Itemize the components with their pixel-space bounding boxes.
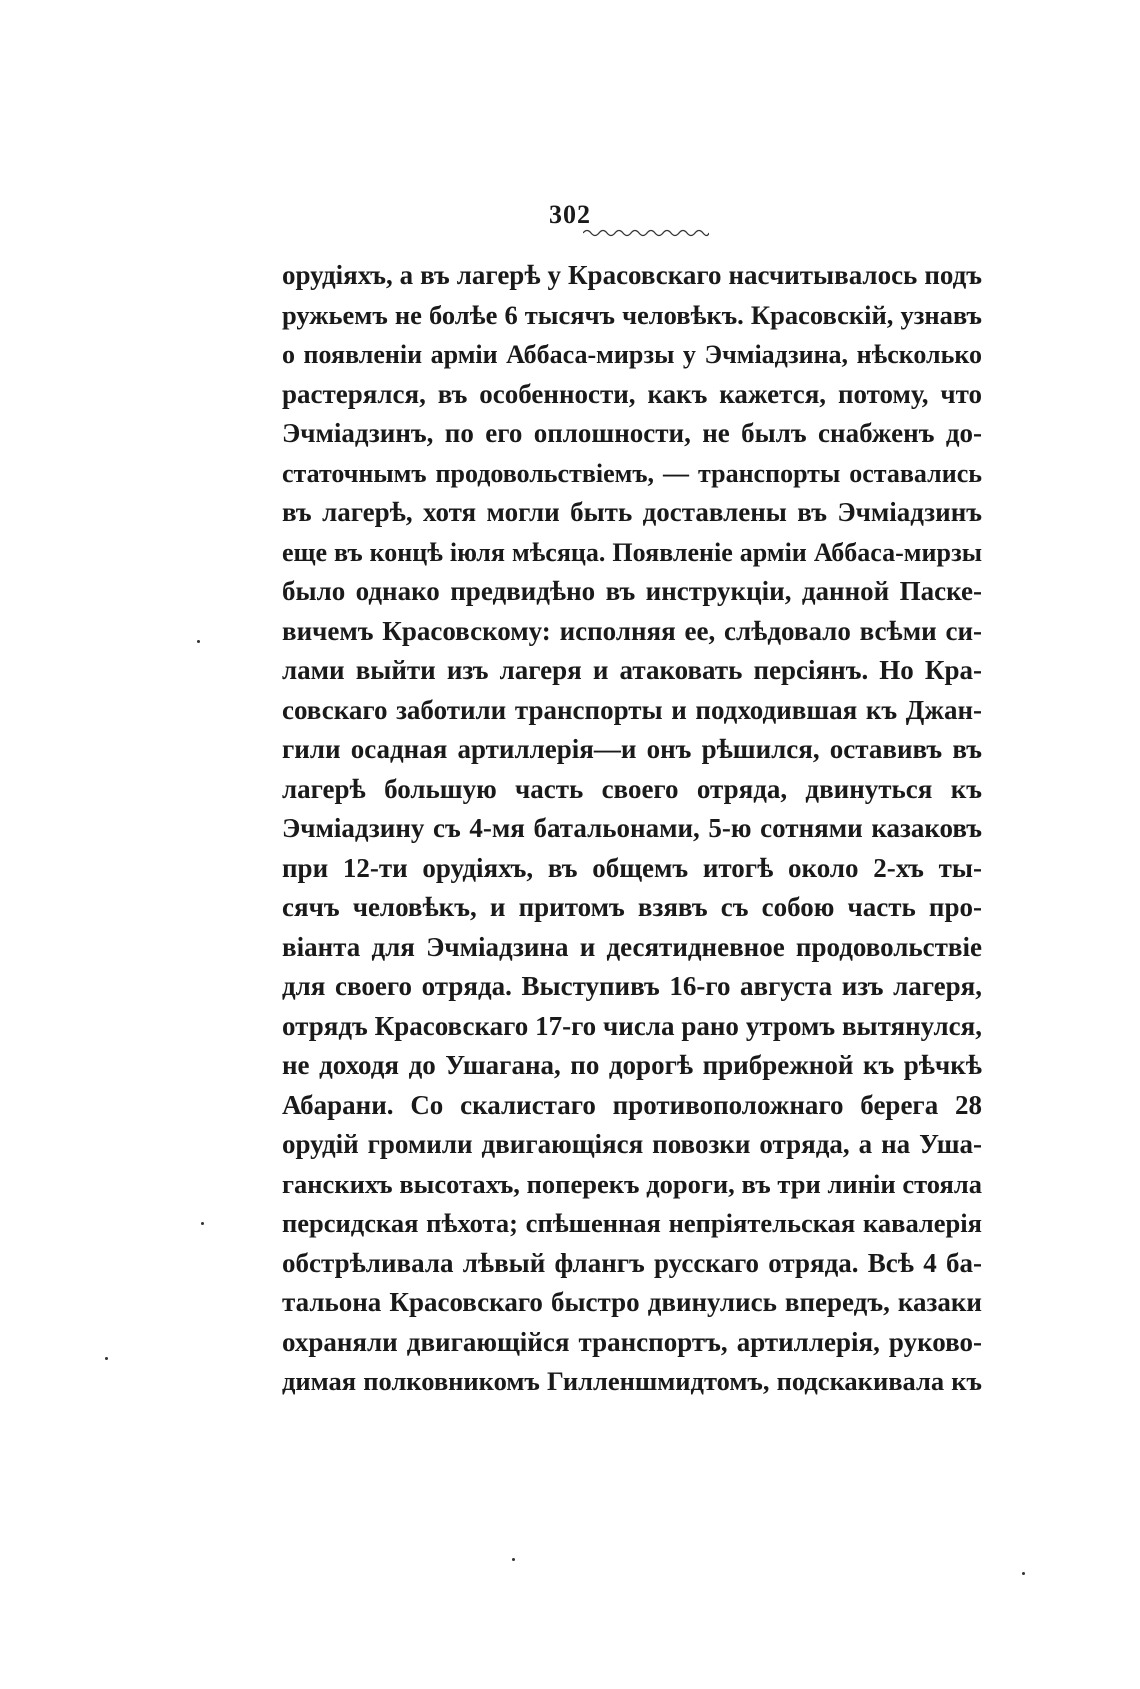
page-number: 302 — [549, 200, 591, 229]
print-speck — [512, 1558, 515, 1561]
text-line: орудіяхъ, а въ лагерѣ у Красовскаго насчитывалось подъ — [282, 260, 982, 290]
text-line: о появленіи арміи Аббаса-мирзы у Эчміадзина, нѣсколько — [282, 340, 982, 369]
text-line: Абарани. Со скалистаго противоположнаго берега 28 — [282, 1089, 982, 1120]
text-line: сячъ человѣкъ, и притомъ взявъ съ собою часть про- — [282, 892, 982, 922]
text-line: лагерѣ большую часть своего отряда, двинуться къ — [282, 773, 982, 804]
text-line: растерялся, въ особенности, какъ кажется, потому, что — [282, 378, 982, 409]
text-line: отрядъ Красовскаго 17-го числа рано утромъ вытянулся, — [282, 1010, 982, 1041]
text-line: Эчміадзинъ, по его оплошности, не былъ снабженъ до- — [282, 418, 982, 448]
text-line: вичемъ Красовскому: исполняя ее, слѣдовало всѣми си- — [282, 615, 982, 646]
print-speck — [105, 1357, 108, 1360]
text-line: не доходя до Ушагана, по дорогѣ прибрежной къ рѣчкѣ — [282, 1050, 982, 1080]
text-line: тальона Красовскаго быстро двинулись впередъ, казаки — [282, 1287, 982, 1317]
text-line: охраняли двигающійся транспортъ, артиллерія, руково- — [282, 1326, 982, 1357]
text-line: димая полковникомъ Гилленшмидтомъ, подскакивала къ — [282, 1366, 982, 1396]
text-line: віанта для Эчміадзина и десятидневное продовольствіе — [282, 931, 982, 962]
text-line: въ лагерѣ, хотя могли быть доставлены въ Эчміадзинъ — [282, 497, 982, 527]
text-line: совскаго заботили транспорты и подходившая къ Джан- — [282, 694, 982, 725]
text-line: персидская пѣхота; спѣшенная непріятельская кавалерія — [282, 1208, 982, 1238]
text-line: ганскихъ высотахъ, поперекъ дороги, въ три линіи стояла — [282, 1168, 982, 1199]
text-line: ружьемъ не болѣе 6 тысячъ человѣкъ. Красовскій, узнавъ — [282, 299, 982, 330]
text-line: лами выйти изъ лагеря и атаковать персіянъ. Но Кра- — [282, 655, 982, 685]
text-line: Эчміадзину съ 4-мя батальонами, 5-ю сотнями казаковъ — [282, 813, 982, 843]
print-speck — [201, 1222, 204, 1225]
page-number-ornament — [583, 228, 709, 238]
text-line: было однако предвидѣно въ инструкціи, данной Паске- — [282, 576, 982, 606]
body-text — [282, 256, 982, 1402]
text-line: еще въ концѣ іюля мѣсяца. Появленіе арміи Аббаса-мирзы — [282, 537, 982, 567]
print-speck — [197, 640, 200, 643]
text-line: гили осадная артиллерія—и онъ рѣшился, оставивъ въ — [282, 734, 982, 764]
print-speck — [1022, 1572, 1025, 1575]
text-line: для своего отряда. Выступивъ 16-го августа изъ лагеря, — [282, 971, 982, 1001]
text-line: обстрѣливала лѣвый флангъ русскаго отряда. Всѣ 4 ба- — [282, 1247, 982, 1278]
text-line: статочнымъ продовольствіемъ, — транспорты оставались — [282, 458, 982, 488]
text-line: при 12-ти орудіяхъ, въ общемъ итогѣ около 2-хъ ты- — [282, 852, 982, 883]
text-line: орудій громили двигающіяся повозки отряда, а на Уша- — [282, 1129, 982, 1159]
